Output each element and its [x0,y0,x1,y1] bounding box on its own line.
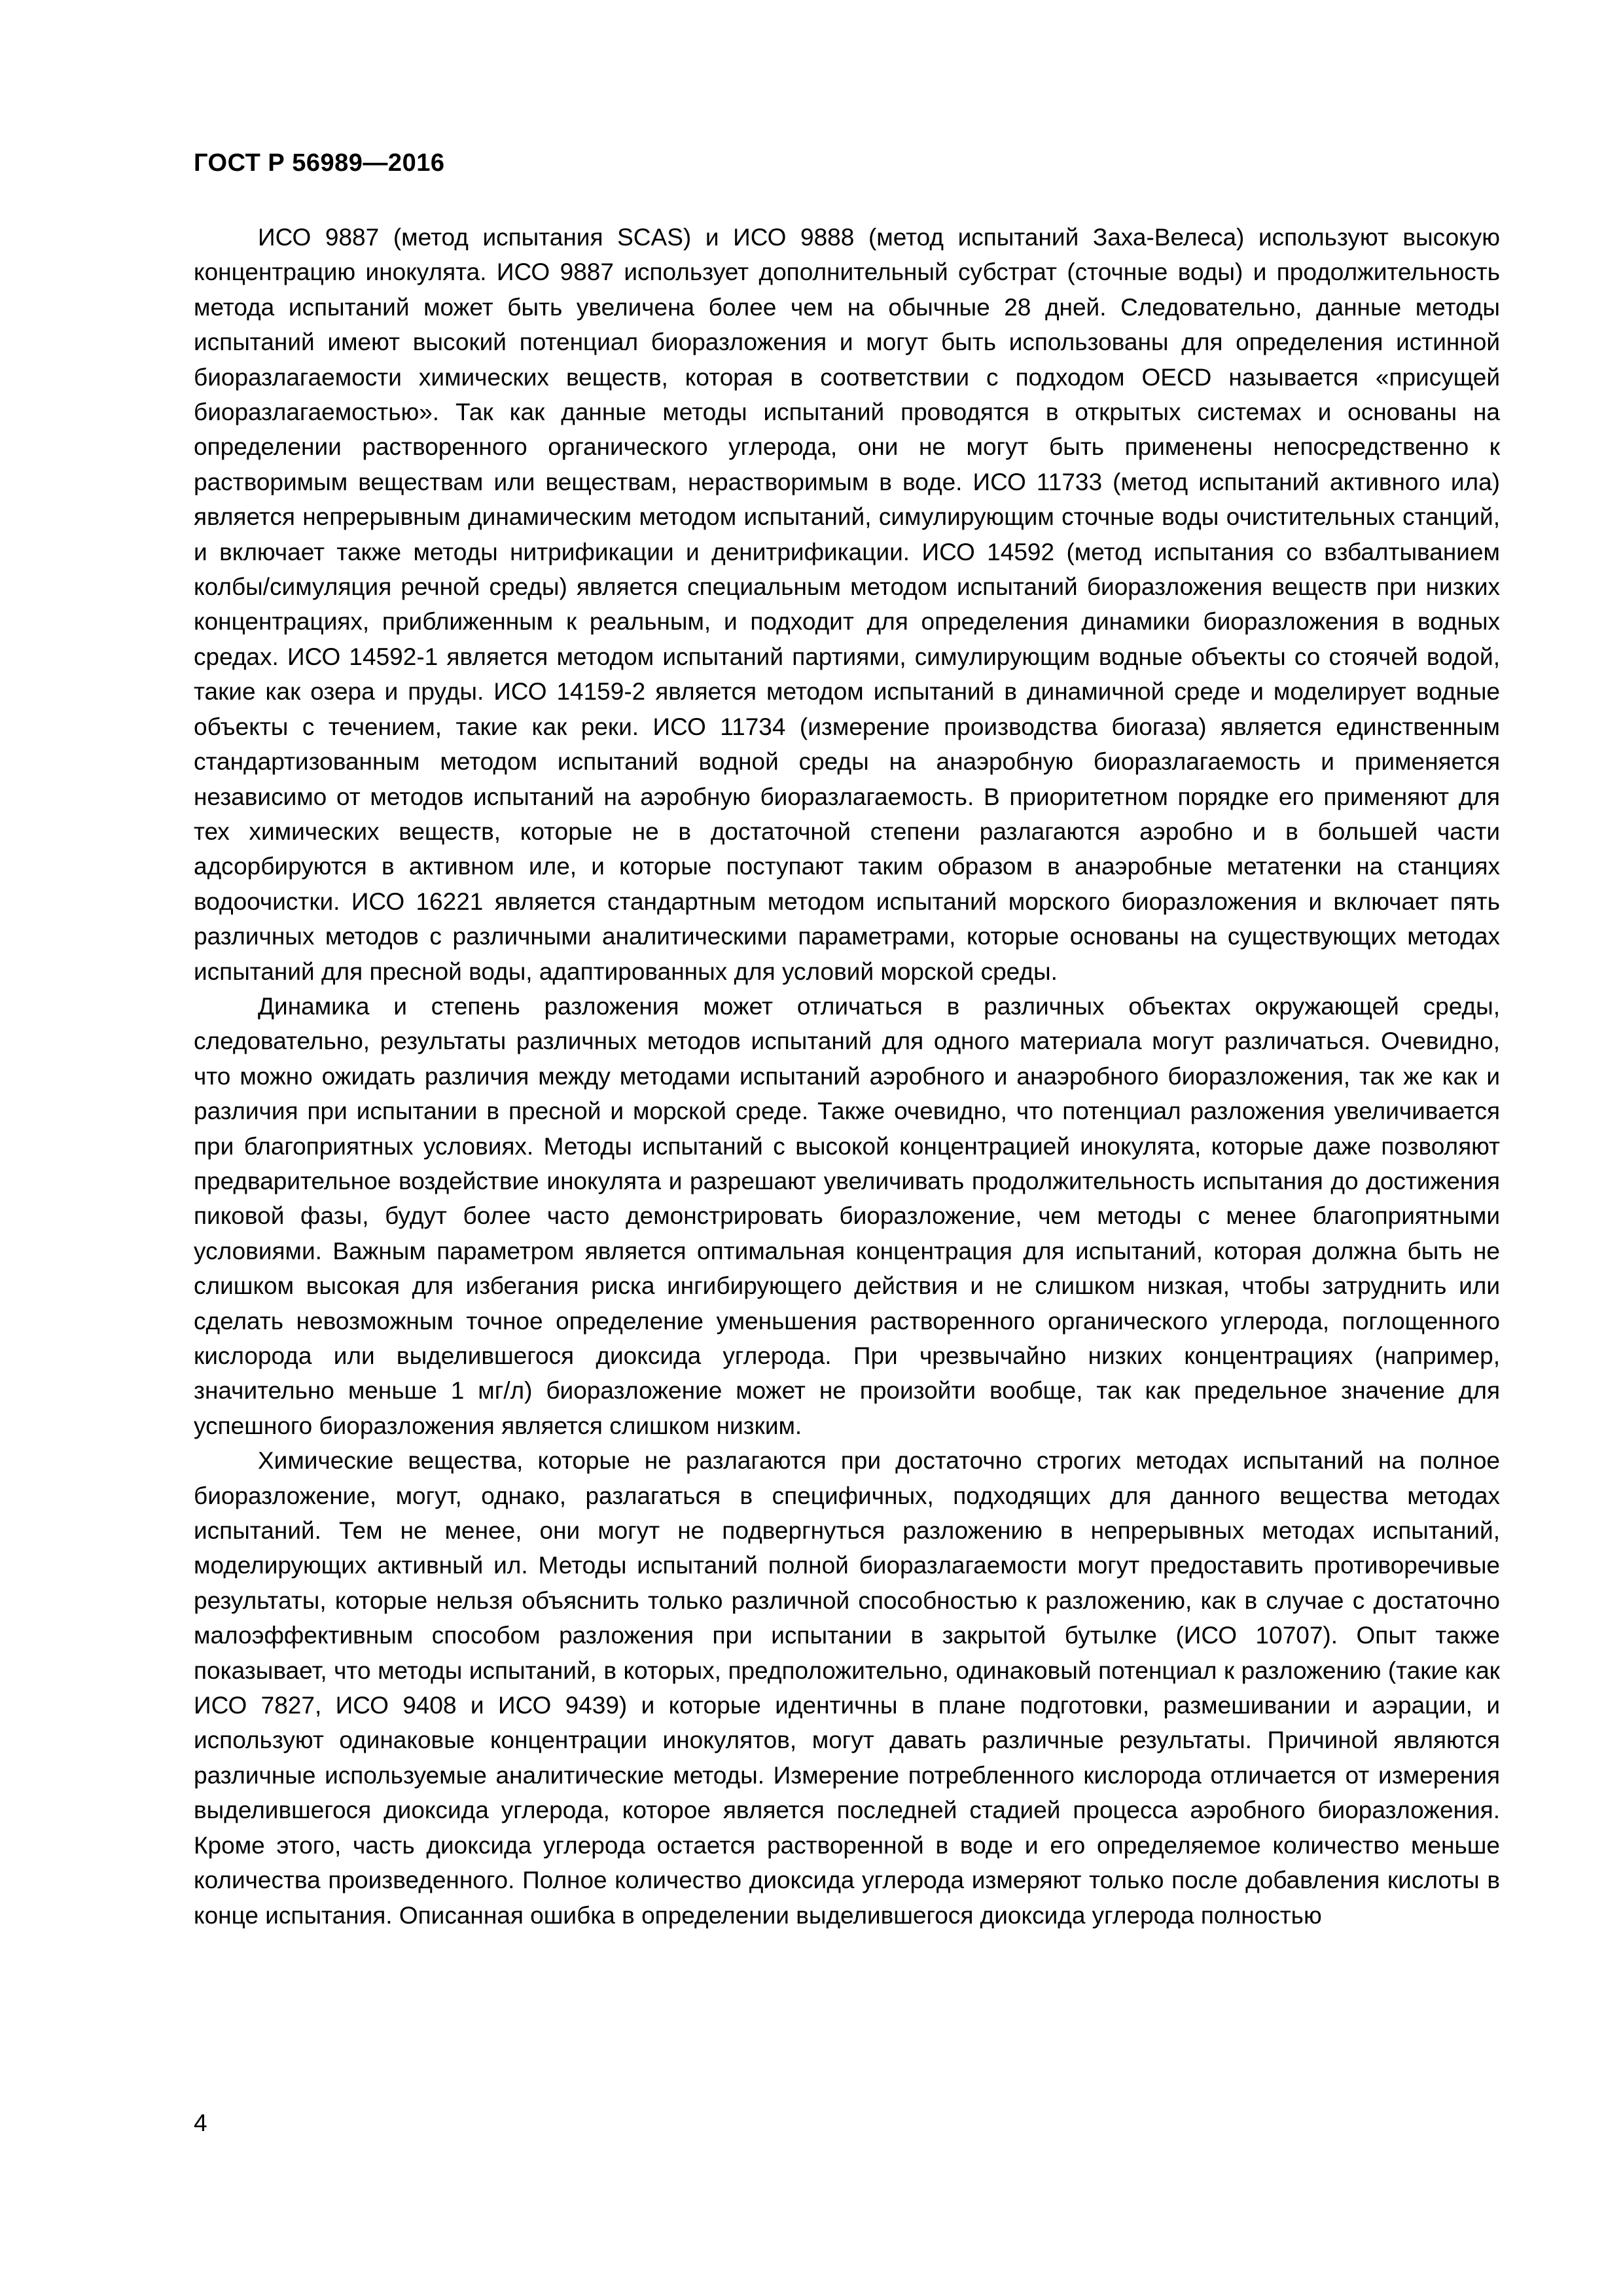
document-header: ГОСТ Р 56989—2016 [194,149,445,177]
paragraph-2: Динамика и степень разложения может отличаться в различных объектах окружающей среды, следовательно, результаты различных методов испытаний для одного материала могут различаться. Очевидно, что можно ожидать различия между методами испытаний аэробного и анаэробного биоразложения, так же как и различия при испытании в пресной и морской среде. Также очевидно, что потенциал разложения увеличивается при благоприятных условиях. Методы испытаний с высокой концентрацией инокулята, которые даже позволяют предварительное воздействие инокулята и разрешают увеличивать продолжительность испытания до достижения пиковой фазы, будут более часто демонстрировать биоразложение, чем методы с менее благоприятными условиями. Важным параметром является оптимальная концентрация для испытаний, которая должна быть не слишком высокая для избегания риска ингибирующего действия и не слишком низкая, чтобы затруднить или сделать невозможным точное определение уменьшения растворенного органического углерода, поглощенного кислорода или выделившегося диоксида углерода. При чрезвычайно низких концентрациях (например, значительно меньше 1 мг/л) биоразложение может не произойти вообще, так как предельное значение для успешного биоразложения является слишком низким. [194,992,1500,1439]
paragraph-3: Химические вещества, которые не разлагаются при достаточно строгих методах испытаний на полное биоразложение, могут, однако, разлагаться в специфичных, подходящих для данного вещества методах испытаний. Тем не менее, они могут не подвергнуться разложению в непрерывных методах испытаний, моделирующих активный ил. Методы испытаний полной биоразлагаемости могут предоставить противоречивые результаты, которые нельзя объяснить только различной способностью к разложению, как в случае с достаточно малоэффективным способом разложения при испытании в закрытой бутылке (ИСО 10707). Опыт также показывает, что методы испытаний, в которых, предположительно, одинаковый потенциал к разложению (такие как ИСО 7827, ИСО 9408 и ИСО 9439) и которые идентичны в плане подготовки, размешивании и аэрации, и используют одинаковые концентрации инокулятов, могут давать различные результаты. Причиной являются различные используемые аналитические методы. Измерение потребленного кислорода отличается от измерения выделившегося диоксида углерода, которое является последней стадией процесса аэробного биоразложения. Кроме этого, часть диоксида углерода остается растворенной в воде и его определяемое количество меньше количества произведенного. Полное количество диоксида углерода измеряют только после добавления кислоты в конце испытания. Описанная ошибка в определении выделившегося диоксида углерода полностью [194,1447,1500,1929]
document-body [194,220,1500,1933]
page-number: 4 [194,2109,207,2136]
paragraph-1: ИСО 9887 (метод испытания SCAS) и ИСО 9888 (метод испытаний Заха-Велеса) используют высокую концентрацию инокулята. ИСО 9887 использует дополнительный субстрат (сточные воды) и продолжительность метода испытаний может быть увеличена более чем на обычные 28 дней. Следовательно, данные методы испытаний имеют высокий потенциал биоразложения и могут быть использованы для определения истинной биоразлагаемости химических веществ, которая в соответствии с подходом OECD называется «присущей биоразлагаемостью». Так как данные методы испытаний проводятся в открытых системах и основаны на определении растворенного органического углерода, они не могут быть применены непосредственно к растворимым веществам или веществам, нерастворимым в воде. ИСО 11733 (метод испытаний активного ила) является непрерывным динамическим методом испытаний, симулирующим сточные воды очистительных станций, и включает также методы нитрификации и денитрификации. ИСО 14592 (метод испытания со взбалтыванием колбы/симуляция речной среды) является специальным методом испытаний биоразложения веществ при низких концентрациях, приближенным к реальным, и подходит для определения динамики биоразложения в водных средах. ИСО 14592-1 является методом испытаний партиями, симулирующим водные объекты со стоячей водой, такие как озера и пруды. ИСО 14159-2 является методом испытаний в динамичной среде и моделирует водные объекты с течением, такие как реки. ИСО 11734 (измерение производства биогаза) является единственным стандартизованным методом испытаний водной среды на анаэробную биоразлагаемость и применяется независимо от методов испытаний на аэробную биоразлагаемость. В приоритетном порядке его применяют для тех химических веществ, которые не в достаточной степени разлагаются аэробно и в большей части адсорбируются в активном иле, и которые поступают таким образом в анаэробные метатенки на станциях водоочистки. ИСО 16221 является стандартным методом испытаний морского биоразложения и включает пять различных методов с различными аналитическими параметрами, которые основаны на существующих методах испытаний для пресной воды, адаптированных для условий морской среды. [194,224,1500,985]
